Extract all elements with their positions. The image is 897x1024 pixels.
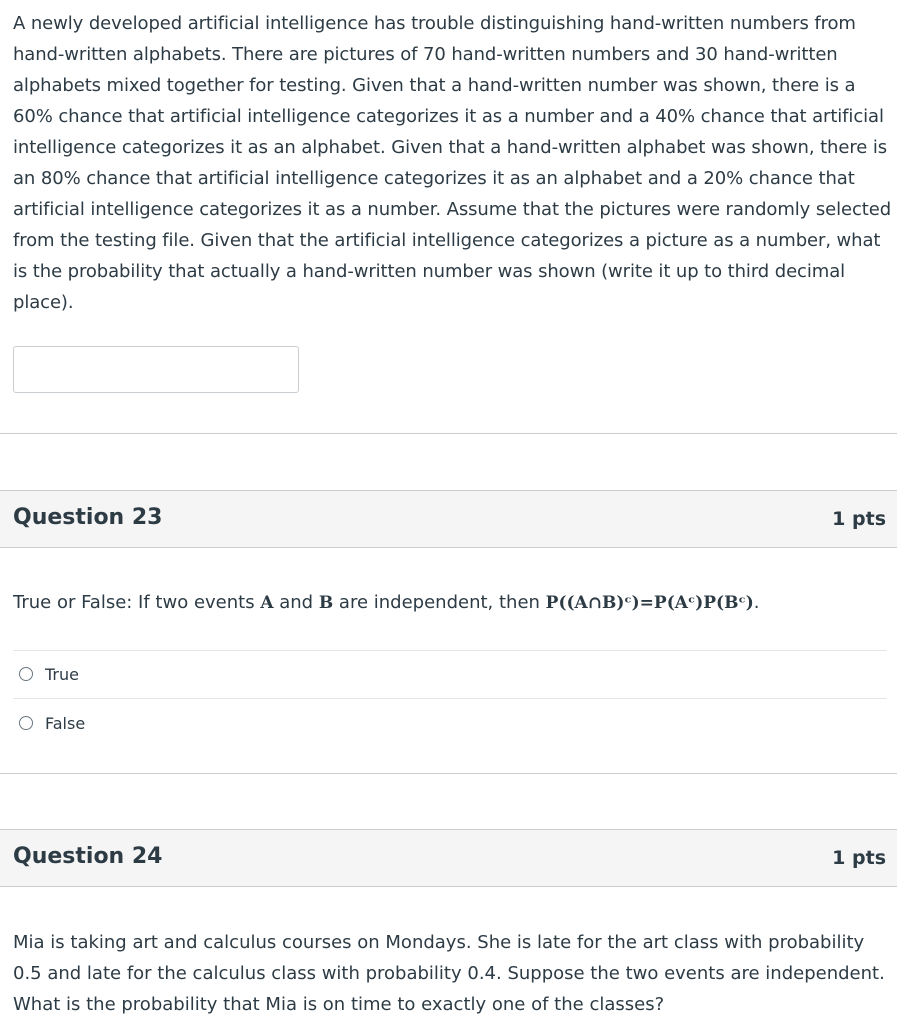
question-24-header [0,829,897,887]
question-divider [0,433,897,434]
question-23-prompt-start: True or False: If two events [13,592,261,613]
question-23-title: Question 23 [13,505,163,530]
option-true[interactable] [19,662,79,686]
radio-false[interactable] [19,716,33,730]
question-24-title: Question 24 [13,844,163,869]
question-23-and: and [273,592,319,613]
question-22-answer-input[interactable] [13,346,299,393]
option-false[interactable] [19,711,85,735]
question-23-text [13,589,759,617]
option-divider [13,650,887,651]
question-23-points: 1 pts [832,508,886,530]
option-false-label[interactable]: False [45,713,86,733]
radio-true[interactable] [19,667,33,681]
question-24-text: Mia is taking art and calculus courses on Mondays. She is late for the art class with probability 0.5 and late for the calculus class with probability 0.4. Suppose the two events are independent. What is the probability that Mia is on time to exactly one of the classes? [13,932,885,1015]
question-24-points: 1 pts [832,847,886,869]
option-divider [13,698,887,699]
question-23-header [0,490,897,548]
question-22-text: A newly developed artificial intelligence has trouble distinguishing hand-written numbers from hand-written alphabets. There are pictures of 70 hand-written numbers and 30 hand-written alphabets mixed together for testing. Given that a hand-written number was shown, there is a 60% chance that artificial intelligence categorizes it as a number and a 40% chance that artificial intelligence categorizes it as an alphabet. Given that a hand-written alphabet was shown, there is an 80% chance that artificial intelligence categorizes it as an alphabet and a 20% chance that artificial intelligence categorizes it as a number. Assume that the pictures were randomly selected from the testing file. Given that the artificial intelligence categorizes a picture as a number, what is the probability that actually a hand-written number was shown (write it up to third decimal place). [13,13,892,313]
option-true-label[interactable]: True [45,664,79,684]
independence-formula: P((A∩B)ᶜ)=P(Aᶜ)P(Bᶜ) [545,593,754,613]
question-23-period: . [753,592,760,613]
event-a: A [260,593,274,613]
question-23-prompt-mid: are independent, then [333,592,546,613]
event-b: B [318,593,334,613]
question-divider [0,773,897,774]
